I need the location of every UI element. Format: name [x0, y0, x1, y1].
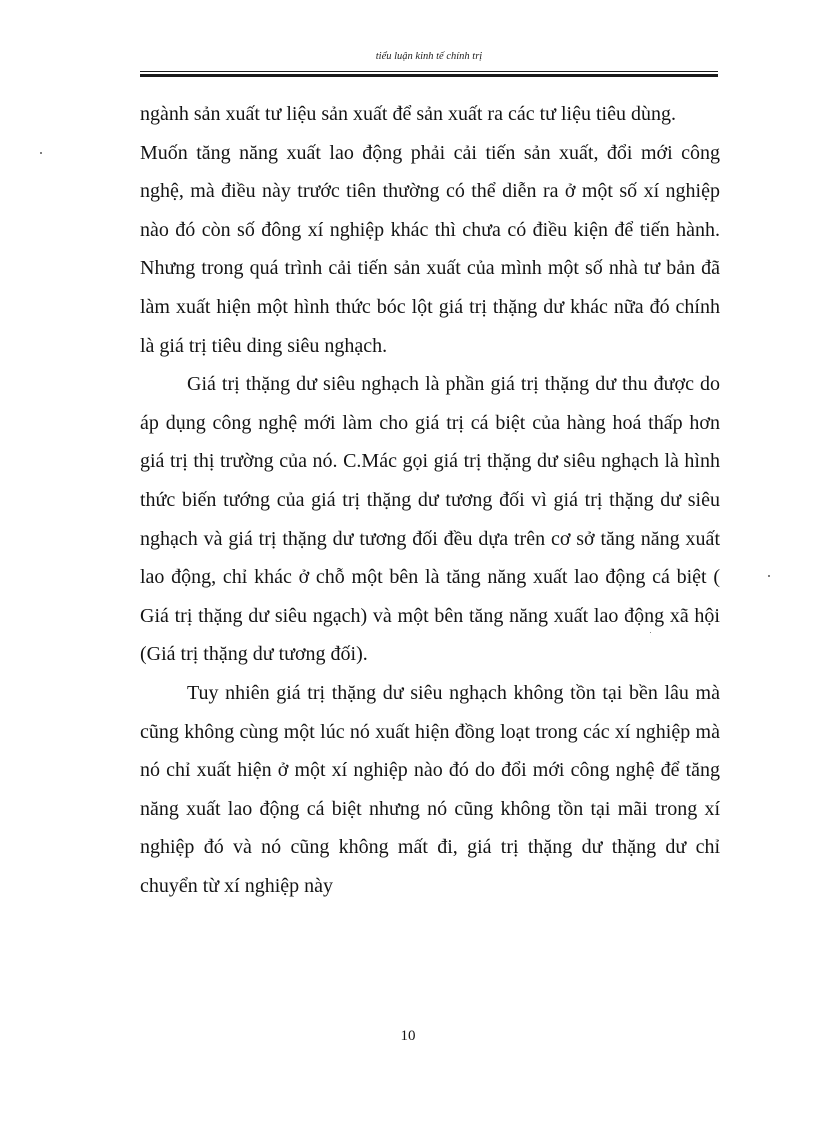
paragraph: Muốn tăng năng xuất lao động phải cải tiến sản xuất, đổi mới công nghệ, mà điều này trước tiên thường có thể diễn ra ở một số xí nghiệp nào đó còn số đông xí nghiệp khác thì chưa có điều kiện để tiến hành. Nhưng trong quá trình cải tiến sản xuất của mình một số nhà tư bản đã làm xuất hiện một hình thức bóc lột giá trị thặng dư khác nữa đó chính là giá trị tiêu ding siêu nghạch.: [140, 141, 720, 357]
scan-speck: [650, 632, 651, 633]
paragraph: Tuy nhiên giá trị thặng dư siêu nghạch không tồn tại bền lâu mà cũng không cùng một lúc nó xuất hiện đồng loạt trong các xí nghiệp mà nó chỉ xuất hiện ở một xí nghiệp nào đó do đổi mới công nghệ để tăng năng xuất lao động cá biệt nhưng nó cũng không tồn tại mãi trong xí nghiệp đó và nó cũng không mất đi, giá trị thặng dư thặng dư chỉ chuyển từ xí nghiệp này: [140, 681, 720, 897]
running-header: [140, 50, 718, 77]
body-text: [140, 95, 720, 905]
header-title: tiểu luận kinh tế chính trị: [375, 51, 483, 62]
scan-speck: [40, 152, 42, 154]
header-rule-thick: [140, 74, 718, 77]
paragraph: Giá trị thặng dư siêu nghạch là phần giá trị thặng dư thu được do áp dụng công nghệ mới làm cho giá trị cá biệt của hàng hoá thấp hơn giá trị thị trường của nó. C.Mác gọi giá trị thặng dư siêu nghạch là hình thức biến tướng của giá trị thặng dư tương đối vì giá trị thặng dư siêu nghạch và giá trị thặng dư tương đối đều dựa trên cơ sở tăng năng xuất lao động, chỉ khác ở chỗ một bên là tăng năng xuất lao động cá biệt ( Giá trị thặng dư siêu ngạch) và một bên tăng năng xuất lao động xã hội (Giá trị thặng dư tương đối).: [140, 373, 720, 666]
header-rule-thin: [140, 71, 718, 72]
paragraph-continuation: ngành sản xuất tư liệu sản xuất để sản xuất ra các tư liệu tiêu dùng.: [140, 103, 676, 125]
page-number: 10: [400, 1028, 416, 1044]
scan-speck: [768, 575, 770, 577]
